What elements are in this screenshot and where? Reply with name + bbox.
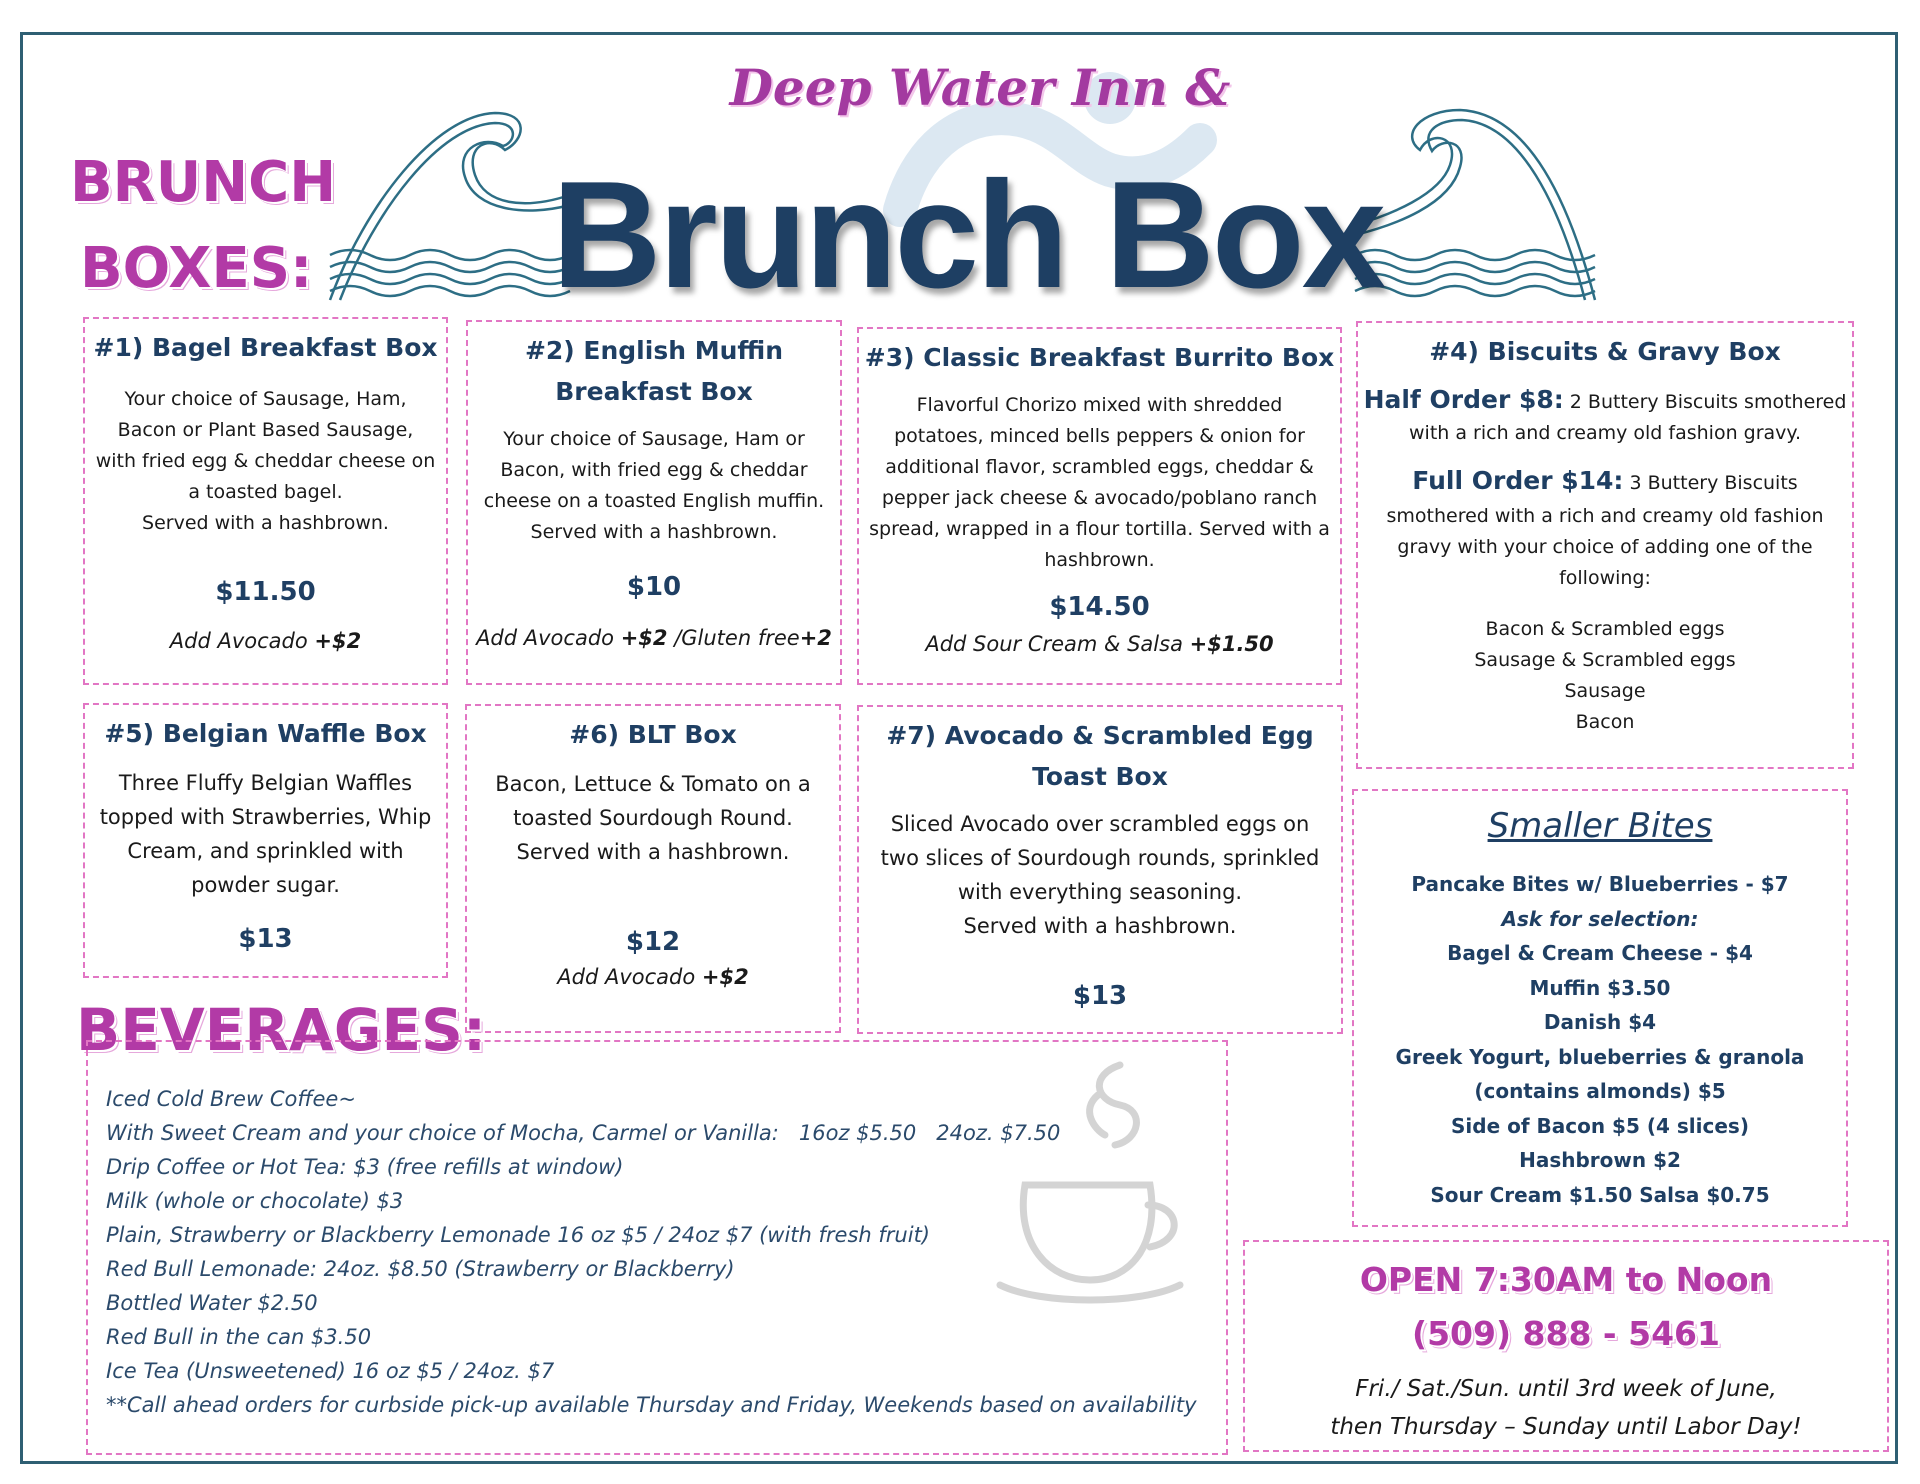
schedule-line2: then Thursday – Sunday until Labor Day! <box>1330 1414 1802 1440</box>
bites-item: (contains almonds) $5 <box>1474 1079 1726 1103</box>
desc-line: Your choice of Sausage, Ham, <box>124 388 407 410</box>
desc-line: Cream, and sprinkled with <box>127 839 404 863</box>
full-order-label: Full Order $14: <box>1412 466 1624 495</box>
box-5-description <box>85 766 446 902</box>
bites-subheading: Ask for selection: <box>1501 906 1699 931</box>
bites-item: Hashbrown $2 <box>1519 1148 1681 1172</box>
box-3-description <box>859 390 1340 576</box>
box-1-addon <box>85 629 446 653</box>
menu-box-6 <box>465 704 841 1033</box>
box-1-description <box>85 384 446 539</box>
box-1-price: $11.50 <box>215 577 316 607</box>
full-order-desc: 3 Buttery Biscuits <box>1623 472 1798 494</box>
box-2-addon <box>468 626 840 650</box>
option-item: Sausage <box>1564 680 1646 702</box>
menu-box-3 <box>857 327 1342 685</box>
box-5-price: $13 <box>238 924 293 954</box>
script-title: Deep Water Inn & <box>729 58 1231 117</box>
desc-line: Served with a hashbrown. <box>530 521 778 543</box>
box-6-title: #6) BLT Box <box>569 720 737 749</box>
desc-line: Sliced Avocado over scrambled eggs on <box>890 812 1310 836</box>
phone-number: (509) 888 - 5461 <box>1412 1314 1720 1353</box>
desc-line: Three Fluffy Belgian Waffles <box>118 771 413 795</box>
box-7-title-line1: #7) Avocado & Scrambled Egg <box>886 721 1314 750</box>
box-6-price: $12 <box>625 927 681 957</box>
box-3-addon <box>859 632 1340 656</box>
menu-box-2 <box>466 320 842 685</box>
smaller-bites-list <box>1354 867 1846 1212</box>
beverage-item: Ice Tea (Unsweetened) 16 oz $5 / 24oz. $7 <box>106 1359 555 1383</box>
addon-text: Add Avocado <box>557 965 702 989</box>
box-4-title: #4) Biscuits & Gravy Box <box>1429 337 1781 366</box>
option-item: Bacon & Scrambled eggs <box>1485 618 1725 640</box>
desc-line: Served with a hashbrown. <box>963 914 1237 938</box>
bites-item: Muffin $3.50 <box>1529 975 1671 1000</box>
schedule-line1: Fri./ Sat./Sun. until 3rd week of June, <box>1355 1376 1777 1402</box>
desc-line: a toasted bagel. <box>188 481 343 503</box>
main-title: Brunch Box <box>551 150 1384 320</box>
beverage-item: Bottled Water $2.50 <box>106 1291 318 1315</box>
open-hours: OPEN 7:30AM to Noon <box>1359 1260 1773 1299</box>
beverage-item: **Call ahead orders for curbside pick-up available Thursday and Friday, Weekends based on availability <box>106 1393 1197 1417</box>
box-2-price: $10 <box>626 572 682 602</box>
side-title-line2: BOXES: <box>80 236 313 301</box>
addon-price: +$2 <box>314 629 362 653</box>
menu-box-1 <box>83 317 448 685</box>
box-6-description <box>467 767 839 869</box>
desc-line: gravy with your choice of adding one of the <box>1397 536 1813 558</box>
side-title-line1: BRUNCH <box>70 150 337 215</box>
beverages-title: BEVERAGES: <box>76 996 487 1064</box>
hours-box <box>1243 1240 1889 1452</box>
desc-line: Bacon, with fried egg & cheddar <box>500 459 808 481</box>
desc-line: toasted Sourdough Round. <box>513 806 793 830</box>
bites-item: Pancake Bites w/ Blueberries - $7 <box>1411 872 1789 896</box>
desc-line: topped with Strawberries, Whip <box>99 805 432 829</box>
addon-price: +$2 <box>701 965 749 989</box>
full-order-desc-rest <box>1358 501 1852 594</box>
bites-item: Greek Yogurt, blueberries & granola <box>1395 1044 1805 1069</box>
box-6-addon <box>467 965 839 989</box>
full-order <box>1358 463 1852 501</box>
addon-price: +$2 <box>620 626 668 650</box>
menu-box-4 <box>1356 321 1854 769</box>
addon-text: /Gluten free <box>667 626 800 650</box>
half-order-label: Half Order $8: <box>1363 385 1564 414</box>
beverage-item: Plain, Strawberry or Blackberry Lemonade 16 oz $5 / 24oz $7 (with fresh fruit) <box>106 1223 930 1247</box>
desc-line: two slices of Sourdough rounds, sprinkled <box>880 846 1320 870</box>
desc-line: hashbrown. <box>1044 549 1155 571</box>
addon-text: Add Avocado <box>169 629 315 653</box>
desc-line: smothered with a rich and creamy old fashion <box>1386 505 1824 527</box>
desc-line: Bacon or Plant Based Sausage, <box>117 419 414 441</box>
desc-line: pepper jack cheese & avocado/poblano ranch <box>881 487 1318 509</box>
box-7-price: $13 <box>1072 981 1128 1011</box>
addon-text: Add Avocado <box>476 626 621 650</box>
box-2-title-line2: Breakfast Box <box>555 377 753 406</box>
half-order <box>1358 384 1852 418</box>
half-order-desc: 2 Buttery Biscuits smothered <box>1563 391 1847 413</box>
beverage-item: Red Bull Lemonade: 24oz. $8.50 (Strawberry or Blackberry) <box>106 1257 735 1281</box>
desc-line: following: <box>1559 567 1651 589</box>
menu-box-7 <box>857 705 1343 1034</box>
option-item: Sausage & Scrambled eggs <box>1474 649 1736 671</box>
box-7-description <box>859 807 1341 943</box>
half-order-desc-rest: with a rich and creamy old fashion gravy. <box>1409 422 1801 444</box>
desc-line: Bacon, Lettuce & Tomato on a <box>495 772 811 796</box>
box-1-title: #1) Bagel Breakfast Box <box>93 333 438 362</box>
desc-line: with everything seasoning. <box>957 880 1243 904</box>
options-list <box>1358 614 1852 738</box>
box-3-price: $14.50 <box>1049 592 1150 622</box>
beverage-item: Drip Coffee or Hot Tea: $3 (free refills at window) <box>106 1155 624 1179</box>
menu-box-5 <box>83 703 448 978</box>
bites-item: Sour Cream $1.50 Salsa $0.75 <box>1430 1182 1770 1207</box>
desc-line: Your choice of Sausage, Ham or <box>503 428 805 450</box>
box-2-description <box>468 424 840 548</box>
desc-line: Flavorful Chorizo mixed with shredded <box>916 394 1283 416</box>
desc-line: powder sugar. <box>191 873 340 897</box>
beverage-item: Iced Cold Brew Coffee~ <box>106 1087 356 1111</box>
bites-item: Side of Bacon $5 (4 slices) <box>1451 1113 1749 1138</box>
desc-line: additional flavor, scrambled eggs, cheddar & <box>885 456 1314 478</box>
addon-text: Add Sour Cream & Salsa <box>925 632 1190 656</box>
box-2-title-line1: #2) English Muffin <box>524 336 784 365</box>
desc-line: cheese on a toasted English muffin. <box>483 490 825 512</box>
desc-line: potatoes, minced bells peppers & onion for <box>894 425 1305 447</box>
addon-price: +2 <box>799 626 832 650</box>
bites-item: Danish $4 <box>1543 1010 1657 1034</box>
addon-price: +$1.50 <box>1189 632 1274 656</box>
desc-line: spread, wrapped in a flour tortilla. Served with a <box>869 518 1330 540</box>
box-5-title: #5) Belgian Waffle Box <box>104 719 427 748</box>
desc-line: Served with a hashbrown. <box>142 512 389 534</box>
coffee-cup-icon <box>980 1055 1190 1315</box>
wave-icon-left <box>325 105 575 305</box>
box-7-title-line2: Toast Box <box>1032 762 1168 791</box>
beverage-item: Milk (whole or chocolate) $3 <box>106 1189 404 1213</box>
side-title <box>70 140 336 312</box>
smaller-bites-box <box>1352 789 1848 1227</box>
box-3-title: #3) Classic Breakfast Burrito Box <box>864 343 1335 372</box>
desc-line: Served with a hashbrown. <box>516 840 790 864</box>
bites-item: Bagel & Cream Cheese - $4 <box>1447 941 1753 965</box>
beverage-item: Red Bull in the can $3.50 <box>106 1325 372 1349</box>
desc-line: with fried egg & cheddar cheese on <box>95 450 436 472</box>
beverage-item: With Sweet Cream and your choice of Mocha, Carmel or Vanilla: 16oz $5.50 24oz. $7.50 <box>106 1121 1061 1145</box>
smaller-bites-title: Smaller Bites <box>1487 806 1713 846</box>
option-item: Bacon <box>1575 711 1635 733</box>
